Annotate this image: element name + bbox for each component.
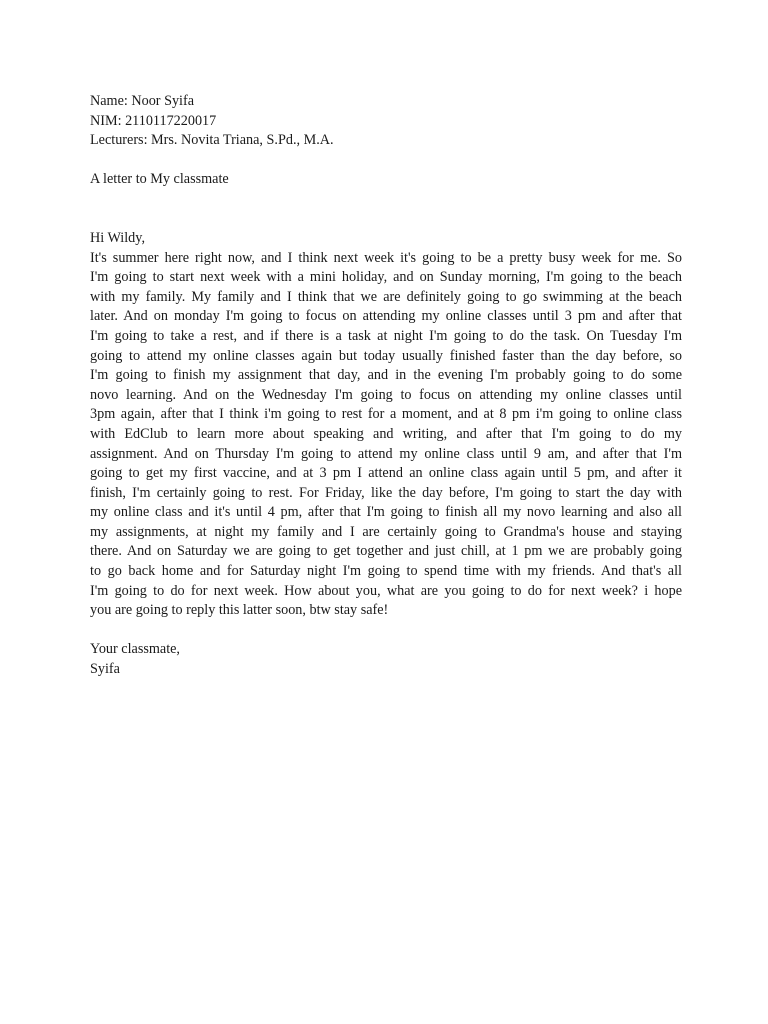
- letter-body: [90, 249, 682, 621]
- body-line: I'm going to start next week with a mini holiday, and on Sunday morning, I'm going to the beach: [90, 269, 682, 286]
- body-line: going to attend my online classes again but today usually finished faster than the day before, so: [90, 347, 682, 364]
- body-line: later. And on monday I'm going to focus on attending my online classes until 3 pm and after that: [90, 308, 682, 325]
- signature: Syifa: [90, 661, 120, 678]
- body-line: assignment. And on Thursday I'm going to attend my online class until 9 am, and after that I'm: [90, 445, 682, 462]
- letter-title: A letter to My classmate: [90, 171, 229, 188]
- student-header: [90, 92, 682, 151]
- body-line: there. And on Saturday we are going to get together and just chill, at 1 pm we are probably going: [90, 543, 682, 560]
- body-line: going to get my first vaccine, and at 3 pm I attend an online class again until 5 pm, and after it: [90, 465, 682, 482]
- body-line: my online class and it's until 4 pm, after that I'm going to finish all my novo learning and also all: [90, 504, 682, 521]
- body-line: It's summer here right now, and I think next week it's going to be a pretty busy week for me. So: [90, 249, 682, 266]
- body-line: novo learning. And on the Wednesday I'm going to focus on attending my online classes until: [90, 386, 682, 403]
- body-line: with EdClub to learn more about speaking and writing, and after that I'm going to do my: [90, 425, 682, 442]
- body-line: I'm going to take a rest, and if there is a task at night I'm going to do the task. On Tuesday I'm: [90, 327, 682, 344]
- letter-page: [90, 92, 682, 680]
- closing: Your classmate,: [90, 641, 180, 658]
- body-line: finish, I'm certainly going to rest. For Friday, like the day before, I'm going to start the day with: [90, 484, 682, 501]
- body-line: 3pm again, after that I think i'm going to rest for a moment, and at 8 pm i'm going to online class: [90, 406, 682, 423]
- body-line: I'm going to finish my assignment that day, and in the evening I'm probably going to do some: [90, 367, 682, 384]
- greeting: Hi Wildy,: [90, 229, 145, 246]
- body-line: to go back home and for Saturday night I'm going to spend time with my friends. And that's all: [90, 563, 682, 580]
- student-nim: NIM: 2110117220017: [90, 112, 217, 129]
- lecturers: Lecturers: Mrs. Novita Triana, S.Pd., M.A.: [90, 132, 334, 149]
- body-line: my assignments, at night my family and I are certainly going to Grandma's house and staying: [90, 523, 682, 540]
- body-line: you are going to reply this latter soon, btw stay safe!: [90, 602, 389, 619]
- student-name: Name: Noor Syifa: [90, 93, 195, 109]
- body-line: with my family. My family and I think that we are definitely going to go swimming at the beach: [90, 288, 682, 305]
- body-line: I'm going to do for next week. How about you, what are you going to do for next week? i hope: [90, 582, 682, 599]
